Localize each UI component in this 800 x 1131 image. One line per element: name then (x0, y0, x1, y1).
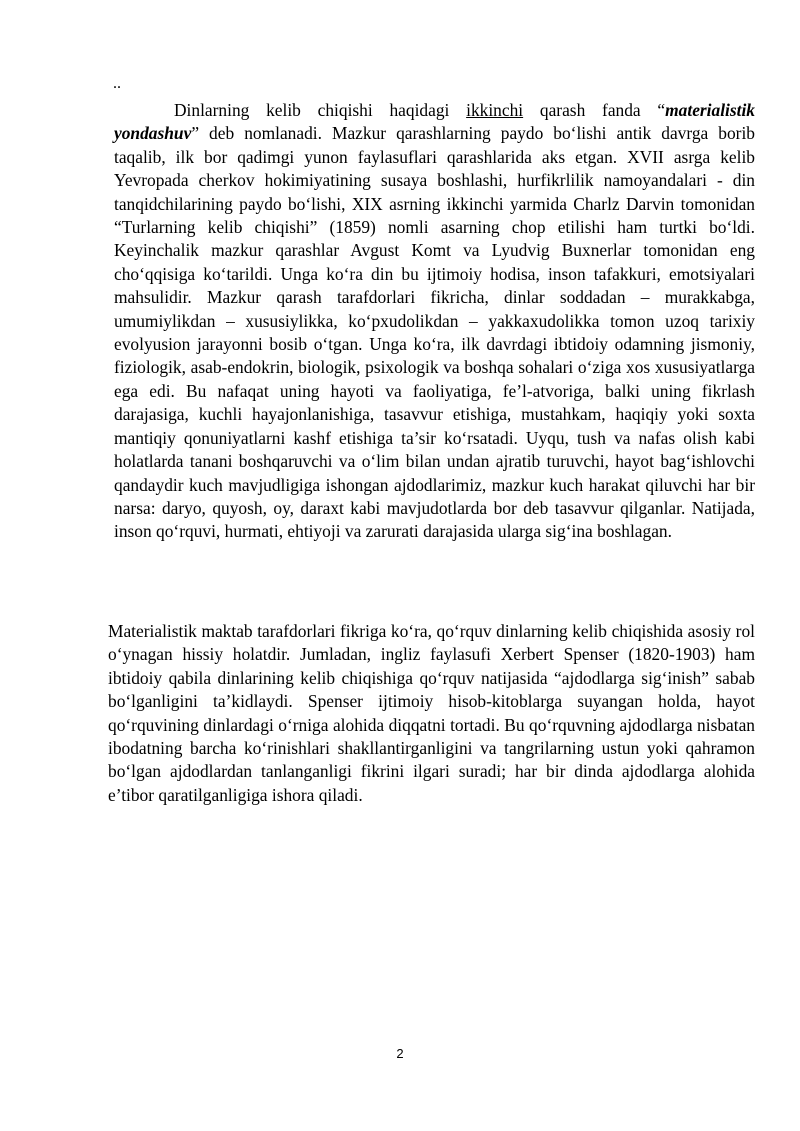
underlined-word: ikkinchi (466, 100, 524, 120)
emphasized-term: materialistik yondashuv (114, 100, 755, 144)
paragraph-1-text-a: Dinlarning kelib chiqishi haqidagi (174, 100, 467, 120)
paragraph-1 (114, 99, 755, 544)
paragraph-1-text-c: ” deb nomlanadi. Mazkur qarashlarning paydo bo‘lishi antik davrga borib taqalib, ilk bor qadimgi yunon faylasuflari qarashlarida aks etgan. XVII asrga kelib Yevropada cherkov hokimiyatining susaya boshlashi, hurfikrlilik namoyandalari - din tanqidchilarining paydo bo‘lishi, XIX asrning ikkinchi yarmida Charlz Darvin tomonidan “Turlarning kelib chiqishi” (1859) nomli asarning chop etilishi ham turtki bo‘ldi. Keyinchalik mazkur qarashlar Avgust Komt va Lyudvig Buxnerlar tomonidan eng cho‘qqisiga ko‘tarildi. Unga ko‘ra din bu ijtimoiy hodisa, inson tafakkuri, emotsiyalari mahsulidir. Mazkur qarash tarafdorlari fikricha, dinlar soddadan – murakkabga, umumiylikdan – xususiylikka, ko‘pxudolikdan – yakkaxudolikka tomon uzoq tarixiy evolyusion jarayonni bosib o‘tgan. Unga ko‘ra, ilk davrdagi ibtidoiy odamning jismoniy, fiziologik, asab-endokrin, biologik, psixologik va boshqa sohalari o‘ziga xos xususiyatlarga ega edi. Bu nafaqat uning hayoti va faoliyatiga, fe’l-atvoriga, balki uning fikrlash darajasiga, kuchli hayajonlanishiga, tasavvur etishiga, mustahkam, haqiqiy yoki soxta mantiqiy qonuniyatlarni kashf etishiga ta’sir ko‘rsatadi. Uyqu, tush va nafas olish kabi holatlarda tanani boshqaruvchi va o‘lim bilan undan ajratib turuvchi, hayot bag‘ishlovchi qandaydir kuch mavjudligiga ishongan ajdodlarimiz, mazkur kuch harakat qiluvchi har bir narsa: daryo, quyosh, oy, daraxt kabi mavjudotlarda bor deb tasavvur qilganlar. Natijada, inson qo‘rquvi, hurmati, ehtiyoji va zarurati darajasida ularga sig‘ina boshlagan. (114, 123, 755, 542)
page-number: 2 (396, 1046, 404, 1061)
page-marker: .. (113, 75, 121, 92)
paragraph-1-text-b: qarash fanda “ (523, 100, 666, 120)
paragraph-2: Materialistik maktab tarafdorlari fikriga ko‘ra, qo‘rquv dinlarning kelib chiqishida asosiy rol o‘ynagan hissiy holatdir. Jumladan, ingliz faylasufi Xerbert Spenser (1820-1903) ham ibtidoiy qabila dinlarining kelib chiqishiga qo‘rquv natijasida “ajdodlarga sig‘inish” sabab bo‘lganligini ta’kidlaydi. Spenser ijtimoiy hisob-kitoblarga suyangan holda, hayot qo‘rquvining dinlardagi o‘rniga alohida diqqatni tortadi. Bu qo‘rquvning ajdodlarga nisbatan ibodatning barcha ko‘rinishlari shakllantirganligini va tangrilarning ustun yoki qahramon bo‘lgan ajdodlardan tanlanganligi fikrini ilgari suradi; har bir dinda ajdodlarga alohida e’tibor qaratilganligiga ishora qiladi. (108, 621, 755, 805)
